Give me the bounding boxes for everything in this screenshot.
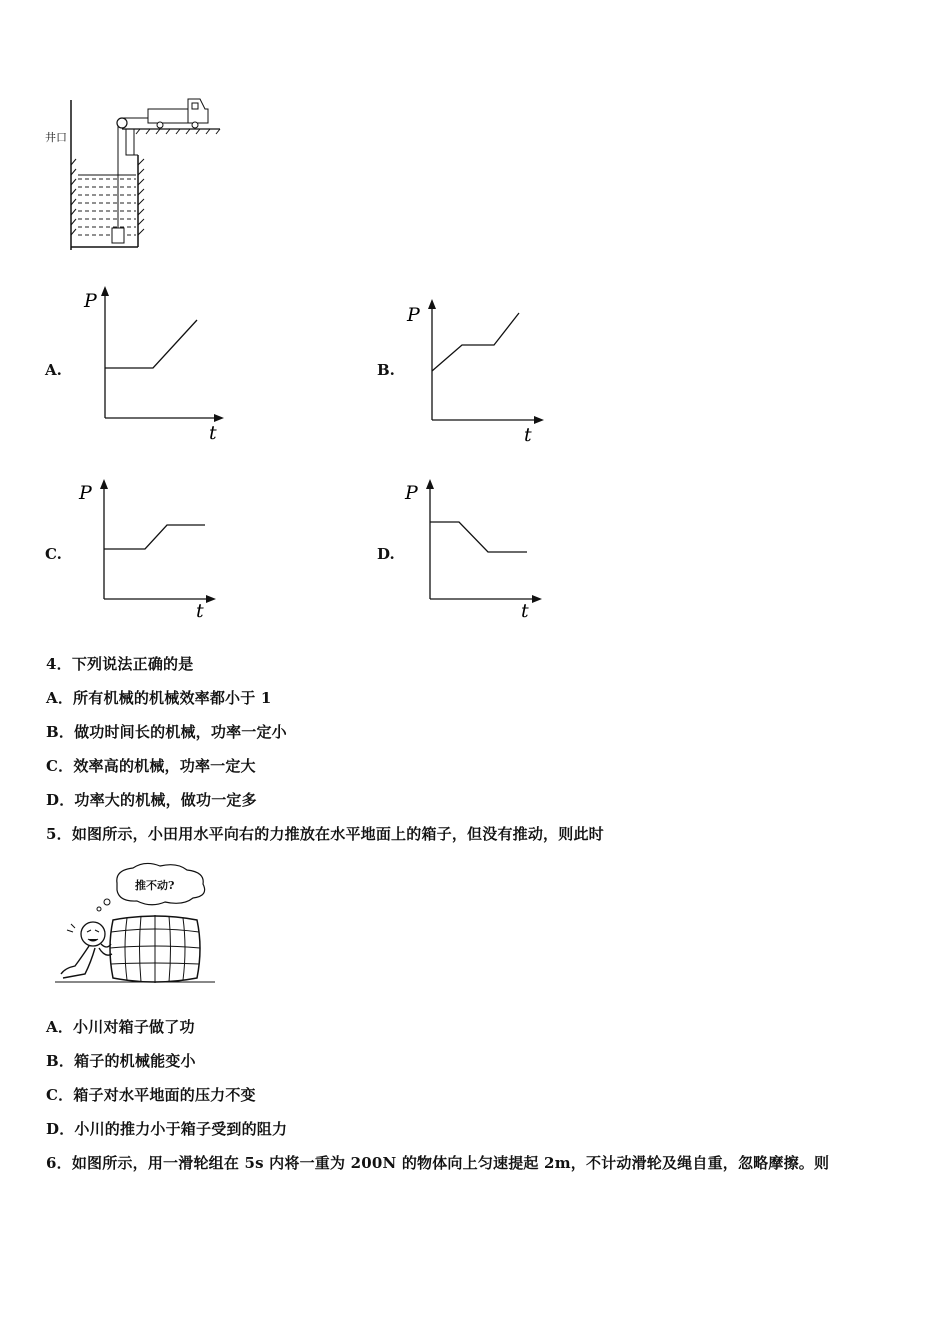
q5-stem: 5．如图所示，小田用水平向右的力推放在水平地面上的箱子，但没有推动，则此时 (46, 825, 604, 843)
bubble-text: 推不动? (135, 879, 175, 892)
pushing-box-figure (55, 858, 225, 988)
graph-option-c-label: C. (45, 545, 62, 563)
q4-option-c[interactable]: C．效率高的机械，功率一定大 (46, 757, 256, 775)
graph-option-b (402, 295, 562, 445)
q4-option-a[interactable]: A．所有机械的机械效率都小于 1 (46, 689, 272, 707)
q6-stem: 6．如图所示，用一滑轮组在 5s 内将一重为 200N 的物体向上匀速提起 2m，不计动滑轮及绳自重，忽略摩擦。则 (46, 1154, 830, 1172)
graph-b-x-label: t (524, 424, 532, 445)
graph-c-y-label: P (79, 482, 92, 504)
graph-c-x-label: t (196, 600, 204, 622)
q5-option-c[interactable]: C．箱子对水平地面的压力不变 (46, 1086, 256, 1104)
q4-option-b[interactable]: B．做功时间长的机械，功率一定小 (46, 723, 287, 741)
graph-option-a-label: A. (45, 361, 62, 379)
graph-d-curve (430, 522, 527, 552)
graph-c-curve (104, 525, 205, 549)
q5-option-a[interactable]: A．小川对箱子做了功 (46, 1018, 195, 1036)
q5-option-d[interactable]: D．小川的推力小于箱子受到的阻力 (46, 1120, 288, 1138)
graph-option-b-label: B. (377, 361, 395, 379)
well-label: 井口 (45, 131, 67, 144)
q4-option-d[interactable]: D．功率大的机械，做功一定多 (46, 791, 257, 809)
graph-option-c (74, 473, 234, 623)
graph-b-y-label: P (407, 304, 420, 326)
graph-d-y-label: P (405, 482, 418, 504)
q5-option-b[interactable]: B．箱子的机械能变小 (46, 1052, 196, 1070)
well-truck-figure (40, 95, 240, 255)
graph-a-curve (105, 320, 197, 368)
graph-b-curve (432, 313, 519, 371)
graph-option-d-label: D. (377, 545, 395, 563)
q4-stem: 4．下列说法正确的是 (46, 655, 194, 673)
graph-option-d (400, 473, 560, 623)
graph-option-a (75, 280, 235, 445)
graph-a-y-label: P (84, 290, 97, 312)
graph-a-x-label: t (209, 422, 217, 444)
graph-d-x-label: t (521, 600, 529, 622)
